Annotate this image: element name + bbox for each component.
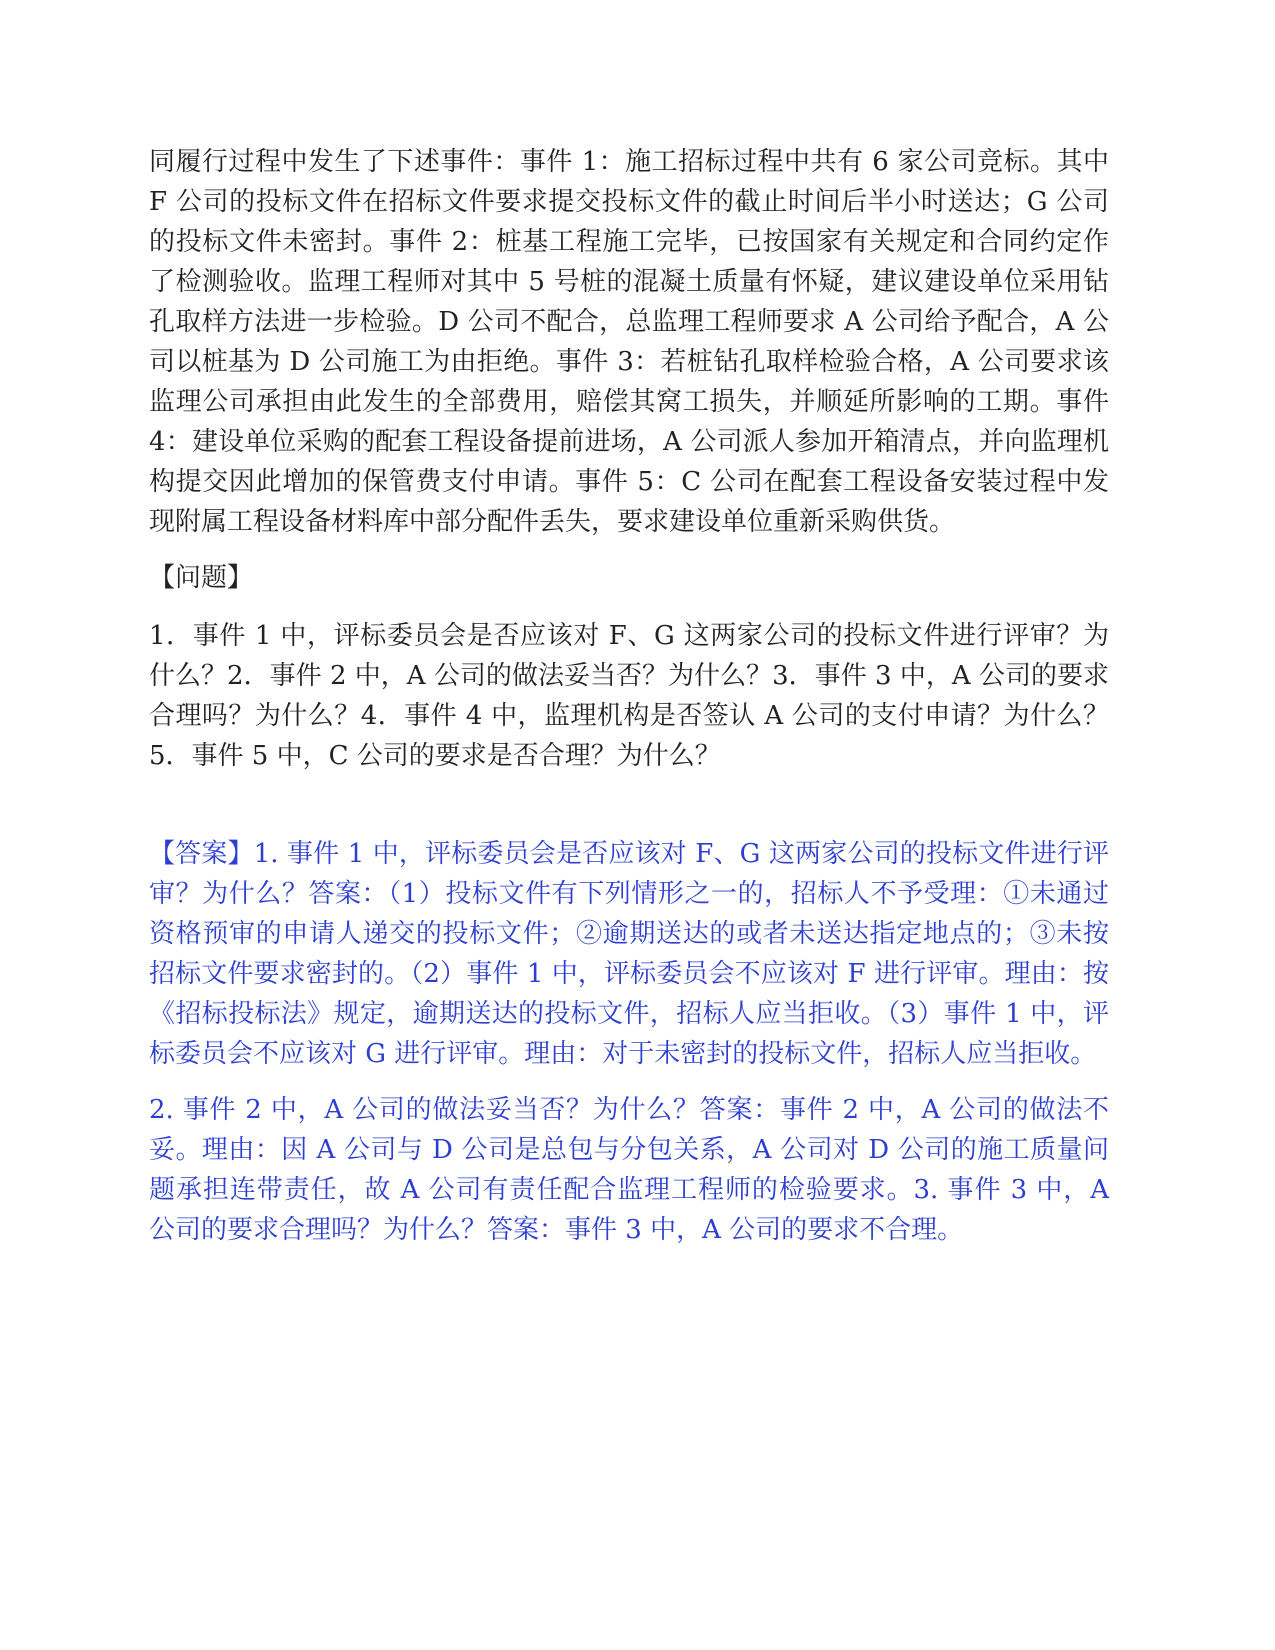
document-page [149, 142, 1109, 1250]
answer-1-paragraph: 【答案】1. 事件 1 中，评标委员会是否应该对 F、G 这两家公司的投标文件进行评审？为什么？答案：（1）投标文件有下列情形之一的，招标人不予受理：①未通过资格预审的申请人递交的投标文件；②逾期送达的或者未送达指定地点的；③未按招标文件要求密封的。（2）事件 1 中，评标委员会不应该对 F 进行评审。理由：按《招标投标法》规定，逾期送达的投标文件，招标人应当拒收。（3）事件 1 中，评标委员会不应该对 G 进行评审。理由：对于未密封的投标文件，招标人应当拒收。 [149, 839, 1109, 1069]
questions-paragraph: 1．事件 1 中，评标委员会是否应该对 F、G 这两家公司的投标文件进行评审？为什么？2．事件 2 中，A 公司的做法妥当否？为什么？3．事件 3 中，A 公司的要求合理吗？为什么？4．事件 4 中，监理机构是否签认 A 公司的支付申请？为什么？5．事件 5 中，C 公司的要求是否合理？为什么？ [149, 621, 1109, 771]
question-heading: 【问题】 [149, 563, 254, 593]
answer-2-paragraph: 2. 事件 2 中，A 公司的做法妥当否？为什么？答案：事件 2 中，A 公司的做法不妥。理由：因 A 公司与 D 公司是总包与分包关系，A 公司对 D 公司的施工质量问题承担连带责任，故 A 公司有责任配合监理工程师的检验要求。3. 事件 3 中，A 公司的要求合理吗？为什么？答案：事件 3 中，A 公司的要求不合理。 [149, 1095, 1109, 1245]
case-description-paragraph: 同履行过程中发生了下述事件：事件 1：施工招标过程中共有 6 家公司竞标。其中 F 公司的投标文件在招标文件要求提交投标文件的截止时间后半小时送达；G 公司的投标文件未密封。事件 2：桩基工程施工完毕，已按国家有关规定和合同约定作了检测验收。监理工程师对其中 5 号桩的混凝土质量有怀疑，建议建设单位采用钻孔取样方法进一步检验。D 公司不配合，总监理工程师要求 A 公司给予配合，A 公司以桩基为 D 公司施工为由拒绝。事件 3：若桩钻孔取样检验合格，A 公司要求该监理公司承担由此发生的全部费用，赔偿其窝工损失，并顺延所影响的工期。事件 4：建设单位采购的配套工程设备提前进场，A 公司派人参加开箱清点，并向监理机构提交因此增加的保管费支付申请。事件 5：C 公司在配套工程设备安装过程中发现附属工程设备材料库中部分配件丢失，要求建设单位重新采购供货。 [149, 147, 1109, 537]
